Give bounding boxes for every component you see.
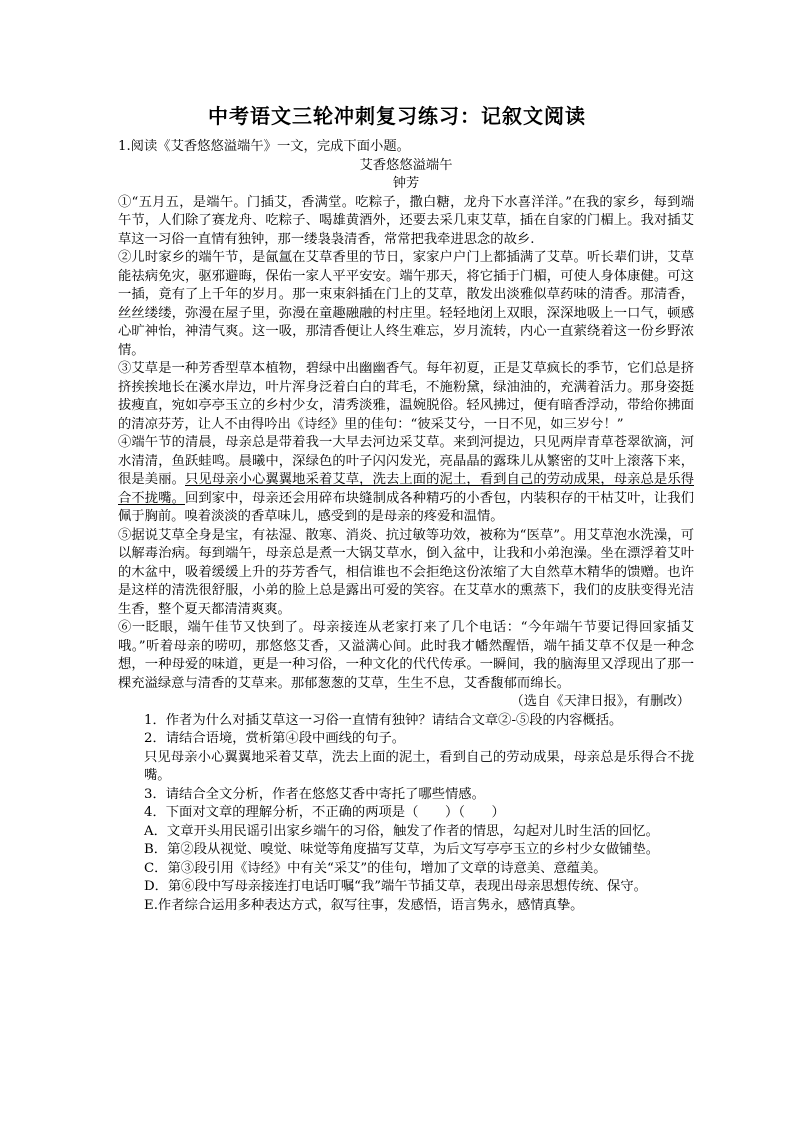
article-title: 艾香悠悠溢端午	[359, 157, 453, 173]
option-e: E.作者综合运用多种表达方式，叙写往事，发感悟，语言隽永，感情真挚。	[144, 897, 584, 913]
question-2-quote: 只见母亲小心翼翼地采着艾草，洗去上面的泥土，看到自己的劳动成果，母亲总是乐得合不拢嘴。	[144, 749, 694, 783]
option-d: D．第⑥段中写母亲接连打电话叮嘱“我”端午节插艾草，表现出母亲思想传统、保守。	[144, 879, 647, 894]
article-paragraph-5: ⑤据说艾草全身是宝，有祛湿、散寒、消炎、抗过敏等功效，被称为“医草”。用艾草泡水洗澡，可以解毒治病。每到端午，母亲总是煮一大锅艾草水，倒入盆中，让我和小弟泡澡。坐在漂浮着艾叶的木盆中，吸着缓缓上升的芬芳香气，相信谁也不会拒绝这份浓缩了大自然草木精华的馈赠。也许是这样的清洗很舒服，小弟的脸上总是露出可爱的笑容。在艾草水的熏蒸下，我们的皮肤变得光洁生香，整个夏天都清清爽爽。	[118, 527, 694, 617]
underlined-sentence: 只见母亲小心翼翼地采着艾草，洗去上面的泥土，看到自己的劳动成果，母亲总是乐得合不拢嘴。	[118, 472, 695, 506]
option-b: B．第②段从视觉、嗅觉、味觉等角度描写艾草，为后文写亭亭玉立的乡村少女做铺垫。	[144, 842, 660, 857]
article-paragraph-4	[118, 434, 694, 527]
option-c: C．第③段引用《诗经》中有关“采艾”的佳句，增加了文章的诗意美、意蕴美。	[144, 860, 607, 876]
paragraph-4-text-before: ④端午节的清晨，母亲总是带着我一大早去河边采艾草。来到河提边，只见两岸青草苍翠欲滴，河水清清，鱼跃蛙鸣。晨曦中，深绿色的叶子闪闪发光，亮晶晶的露珠儿从繁密的艾叶上滚落下来，很是美丽。	[118, 435, 694, 487]
paragraph-4-text-after: 回到家中，母亲还会用碎布块缝制成各种精巧的小香包，内装积存的干枯艾叶，让我们佩于胸前。嗅着淡淡的香草味儿，感受到的是母亲的疼爱和温情。	[118, 490, 695, 524]
option-a: A．文章开头用民谣引出家乡端午的习俗，触发了作者的情思，勾起对儿时生活的回忆。	[144, 823, 659, 839]
article-paragraph-1: ①“五月五，是端午。门插艾，香满堂。吃粽子，撒白糖，龙舟下水喜洋洋。”在我的家乡，每到端午节，人们除了赛龙舟、吃粽子、喝雄黄酒外，还要去采几束艾草，插在自家的门楣上。我对插艾草这一习俗一直情有独钟，那一缕袅袅清香，常常把我牵进思念的故乡.	[118, 194, 694, 247]
article-author: 钟芳	[392, 176, 420, 191]
question-3: 3．请结合全文分析，作者在悠悠艾香中寄托了哪些情感。	[144, 786, 485, 802]
article-source: （选自《天津日报》，有删改）	[510, 694, 690, 709]
document-body	[118, 138, 694, 915]
question-intro: 1.阅读《艾香悠悠溢端午》一文，完成下面小题。	[118, 139, 410, 154]
article-paragraph-3: ③艾草是一种芳香型草本植物，碧绿中出幽幽香气。每年初夏，正是艾草疯长的季节，它们总是挤挤挨挨地长在溪水岸边，叶片浑身泛着白白的茸毛，不施粉黛，绿油油的，充满着活力。那身姿挺拔瘦直，宛如亭亭玉立的乡村少女，清秀淡雅，温婉脱俗。轻风拂过，便有暗香浮动，带给你拂面的清凉芬芳，让人不由得吟出《诗经》里的佳句：“彼采艾兮，一日不见，如三岁兮！”	[118, 361, 694, 432]
article-paragraph-2: ②儿时家乡的端午节，是氤氲在艾草香里的节日，家家户户门上都插满了艾草。听长辈们讲，艾草能祛病免灾，驱邪避晦，保佑一家人平平安安。端午那天，将它插于门楣，可使人身体康健。可这一插，竟有了上千年的岁月。那一束束斜插在门上的艾草，散发出淡雅似草药味的清香。那清香，丝丝缕缕，弥漫在屋子里，弥漫在童趣融融的村庄里。轻轻地闭上双眼，深深地吸上一口气，顿感心旷神怡，神清气爽。这一吸，那清香便让人终生难忘，岁月流转，内心一直萦绕着这一份乡野浓情。	[118, 250, 694, 358]
question-4: 4．下面对文章的理解分析，不正确的两项是（ ）（ ）	[144, 805, 505, 820]
article-paragraph-6: ⑥一眨眼，端午佳节又快到了。母亲接连从老家打来了几个电话：“今年端午节要记得回家插艾哦。”听着母亲的唠叨，那悠悠艾香，又溢满心间。此时我才幡然醒悟，端午插艾草不仅是一种念想，一种母爱的味道，更是一种习俗，一种文化的代代传承。一瞬间，我的脑海里又浮现出了那一棵充溢绿意与清香的艾草来。那郁葱葱的艾草，生生不息，艾香馥郁而绵长。	[118, 620, 694, 691]
questions-list	[118, 712, 694, 916]
question-2: 2．请结合语境，赏析第④段中画线的句子。	[144, 731, 406, 746]
page-title: 中考语文三轮冲刺复习练习：记叙文阅读	[208, 104, 586, 128]
question-1: 1．作者为什么对插艾草这一习俗一直情有独钟？请结合文章②-⑤段的内容概括。	[144, 712, 623, 728]
